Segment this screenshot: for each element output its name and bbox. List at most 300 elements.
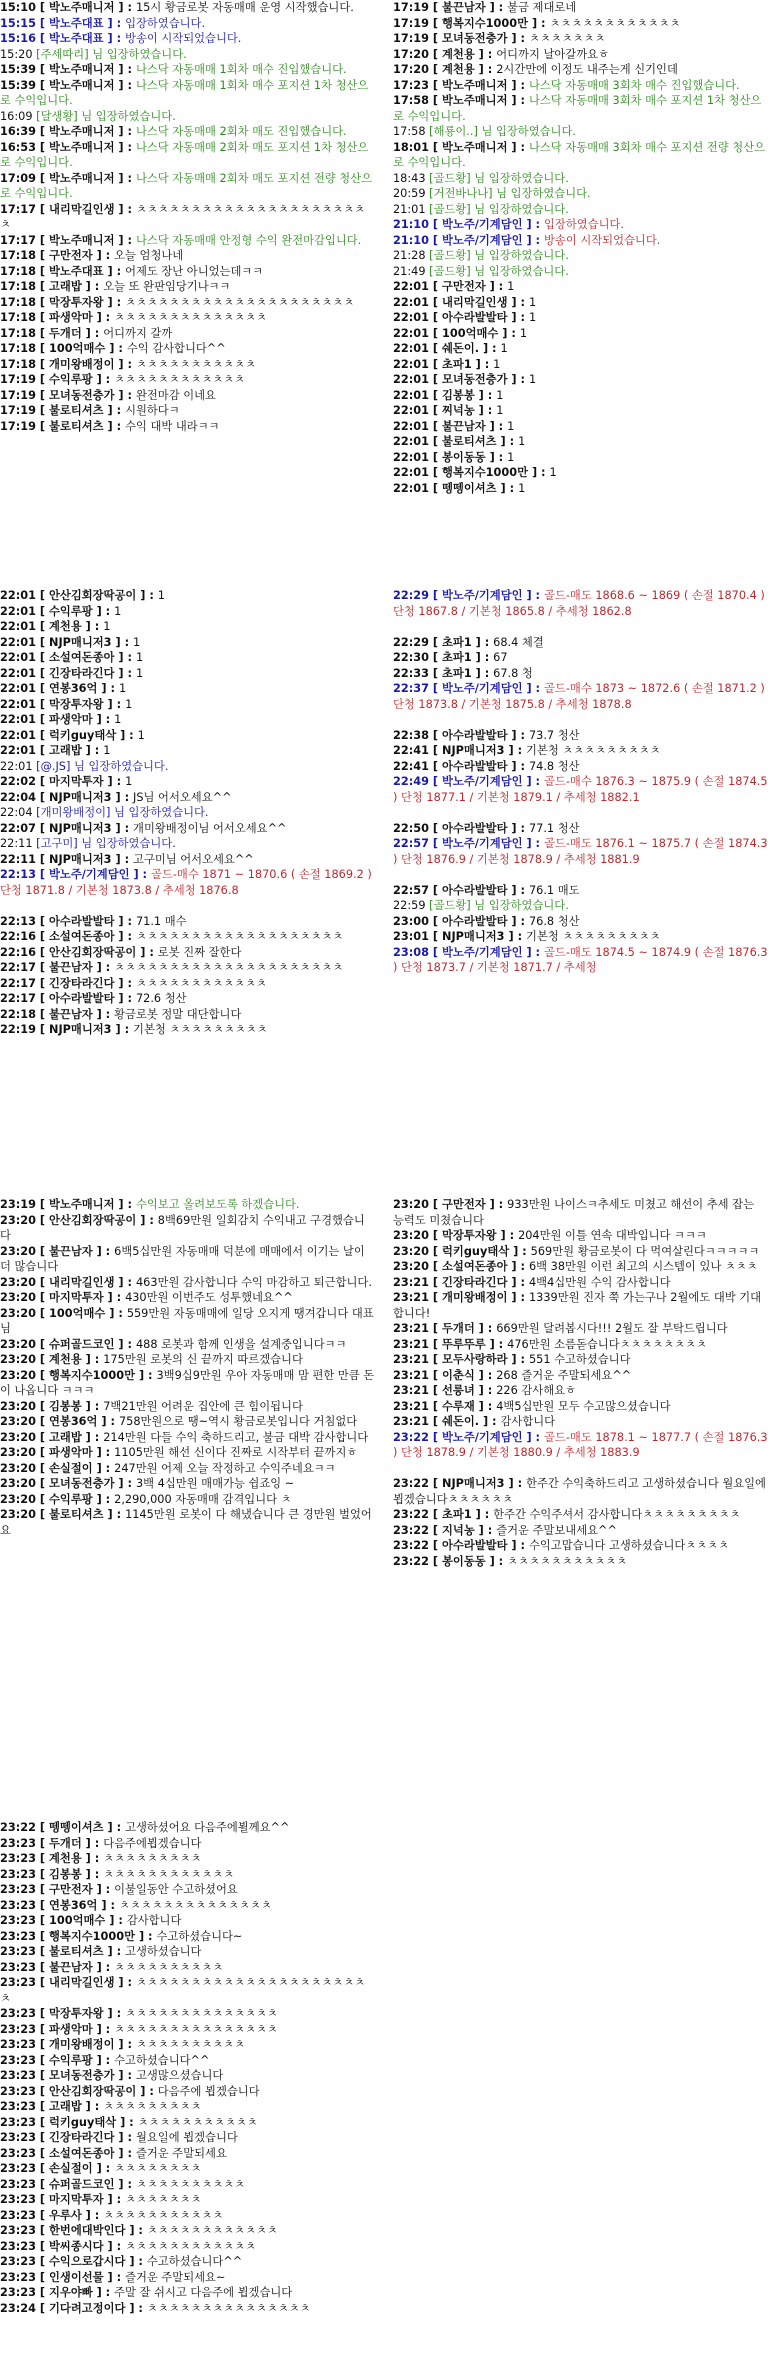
message-text: 669만원 달려봅시다!!! 2월도 잘 부탁드립니다 xyxy=(496,1322,728,1335)
message-time: 23:21 xyxy=(393,1415,429,1428)
message-time: 15:20 xyxy=(0,47,33,61)
message-text: 1 xyxy=(137,728,145,742)
message-time: 23:00 xyxy=(393,914,429,928)
message-text: 1 xyxy=(507,419,515,433)
chat-message: 23:20 [ 마지막투자 ] : 430만원 이번주도 성투했네요^^ xyxy=(0,1291,293,1304)
message-time: 23:23 xyxy=(0,2115,36,2129)
sender-nickname: 인생이선물 xyxy=(49,2270,104,2284)
chat-message: 23:21 [ 쉐돈이. ] : 감사합니다 xyxy=(393,1415,556,1428)
sender-nickname: 박노주/기계담인 xyxy=(442,233,523,247)
sender-nickname: 계천용 xyxy=(442,63,475,76)
chat-message: 15:39 [ 박노주매니저 ] : 나스닥 자동매매 1회차 매수 진입했습니다. xyxy=(0,63,347,76)
message-time: 23:23 xyxy=(0,2084,36,2098)
chat-message: 22:57 [ 아수라발발타 ] : 76.1 매도 xyxy=(393,883,580,897)
message-time: 17:18 xyxy=(0,326,36,340)
chat-message: 23:23 [ 두개더 ] : 다음주에뵙겠습니다 xyxy=(0,1836,202,1850)
message-text: 4백4십만원 수익 감사합니다 xyxy=(528,1275,671,1289)
message-text: 1 xyxy=(135,666,144,680)
sender-nickname: 불끈남자 xyxy=(49,961,93,974)
message-text: 1 xyxy=(528,295,537,309)
sender-nickname: 연봉36억 xyxy=(49,682,98,695)
message-text: 고구미님 어서오세요^^ xyxy=(133,852,254,866)
sender-nickname: 두개더 xyxy=(49,1836,82,1850)
message-time: 23:22 xyxy=(393,1523,429,1537)
message-text: 7백21만원 어려운 집안에 큰 힘이됩니다 xyxy=(103,1399,303,1413)
sender-nickname: 두개더 xyxy=(442,1322,475,1335)
message-text: 감사합니다 xyxy=(500,1415,556,1428)
chat-message: 16:53 [ 박노주매니저 ] : 나스닥 자동매매 2회차 매도 포지션 1차 청산으로 수익입니다. xyxy=(0,140,369,169)
sender-nickname: 기다려고정이다 xyxy=(49,2301,126,2315)
sender-nickname: 아수라발발타 xyxy=(442,728,508,742)
message-text: 오늘 또 완판임당기나ㅋㅋ xyxy=(103,280,231,293)
message-text: 77.1 청산 xyxy=(528,821,580,835)
chat-message: 23:20 [ 모녀동전층가 ] : 3백 4십만원 매매가능 쉽죠잉 ~ xyxy=(0,1477,295,1490)
message-time: 22:29 xyxy=(393,635,429,649)
sender-nickname: 초파1 xyxy=(442,1508,472,1521)
sender-nickname: 박노주/기계담인 xyxy=(442,775,523,788)
message-text: ㅊㅊㅊㅊㅊㅊㅊㅊㅊㅊㅊ xyxy=(137,2115,258,2129)
message-text: 어디까지 갈까 xyxy=(103,326,173,340)
message-text: ㅊㅊㅊㅊㅊㅊㅊㅊㅊㅊㅊㅊ xyxy=(125,2239,257,2253)
message-text: 수고하셨습니다^^ xyxy=(114,2053,210,2067)
message-text: 나스닥 자동매매 3회차 매수 포지션 1차 청산으로 수익입니다. xyxy=(393,94,762,123)
message-time: 23:20 xyxy=(0,1446,36,1459)
message-time: 23:20 xyxy=(0,1213,36,1227)
sender-nickname: 박노주매니저 xyxy=(442,78,508,92)
message-time: 22:11 xyxy=(0,837,33,850)
message-text: 1 xyxy=(133,635,141,649)
message-time: 23:23 xyxy=(0,2177,36,2191)
chat-message: 15:15 [ 박노주대표 ] : 입장하였습니다. xyxy=(0,16,206,30)
chat-message: 15:39 [ 박노주매니저 ] : 나스닥 자동매매 1회차 매수 포지션 1차 청산으로 수익입니다. xyxy=(0,78,369,107)
chat-message: 23:23 [ 긴장타라긴다 ] : 월요일에 뵙겠습니다 xyxy=(0,2131,238,2144)
message-time: 16:53 xyxy=(0,140,36,154)
message-text: 1 xyxy=(125,697,133,711)
message-text: 어디까지 날아갈까요ㅎ xyxy=(496,47,609,61)
message-time: 22:01 xyxy=(393,280,429,293)
message-time: 23:20 xyxy=(0,1306,36,1320)
sender-nickname: 고래밥 xyxy=(49,1430,82,1444)
message-text: 1 xyxy=(157,589,165,602)
message-time: 23:23 xyxy=(0,2193,36,2206)
message-time: 22:01 xyxy=(393,419,429,433)
chat-message: 23:23 [ 계천용 ] : ㅊㅊㅊㅊㅊㅊㅊㅊㅊ xyxy=(0,1852,202,1865)
message-time: 22:01 xyxy=(393,311,429,324)
sender-nickname: 마지막투자 xyxy=(49,2193,104,2206)
message-time: 22:59 xyxy=(393,899,426,912)
message-text: 1 xyxy=(519,326,527,340)
message-text: ㅊㅊㅊㅊㅊㅊㅊㅊㅊㅊㅊ xyxy=(103,2208,224,2222)
chat-message: 17:18 [ 파생악마 ] : ㅊㅊㅊㅊㅊㅊㅊㅊㅊㅊㅊㅊㅊㅊ xyxy=(0,311,267,324)
blank-line xyxy=(393,619,768,635)
message-text: 감사합니다 xyxy=(126,1914,182,1927)
sender-nickname: 막장투자왕 xyxy=(442,1229,497,1242)
chat-message: 17:18 [ 막장투자왕 ] : ㅊㅊㅊㅊㅊㅊㅊㅊㅊㅊㅊㅊㅊㅊㅊㅊㅊㅊㅊㅊㅊ xyxy=(0,295,355,309)
message-text: 3백 4십만원 매매가능 쉽죠잉 ~ xyxy=(135,1477,295,1490)
sender-nickname: 손실절이 xyxy=(49,2162,93,2175)
message-text: 758만원으로 땡~역시 황금로봇입니다 거침없다 xyxy=(118,1415,358,1428)
message-text: 로봇 진짜 잘한다 xyxy=(157,945,242,959)
message-time: 23:20 xyxy=(0,1492,36,1506)
message-time: 23:21 xyxy=(393,1337,429,1351)
message-text: 나스닥 자동매매 2회차 매도 진입했습니다. xyxy=(135,125,347,138)
sender-nickname: 아수라발발타 xyxy=(442,311,508,324)
chat-message: 23:01 [ NJP매니저3 ] : 기본청 ㅊㅊㅊㅊㅊㅊㅊㅊㅊ xyxy=(393,930,661,943)
message-text: ㅊㅊㅊㅊㅊㅊㅊㅊㅊㅊㅊㅊ xyxy=(114,373,246,386)
chat-message: 23:21 [ 이춘식 ] : 268 즐거운 주말되세요^^ xyxy=(393,1368,632,1382)
sender-nickname: 수익루팡 xyxy=(49,604,93,618)
chat-message: 23:23 [ 고래밥 ] : ㅊㅊㅊㅊㅊㅊㅊㅊㅊ xyxy=(0,2100,202,2113)
chat-message: 17:18 [ 구만전자 ] : 오늘 엄청나네 xyxy=(0,249,184,262)
sender-nickname: 아수라발발타 xyxy=(442,759,508,773)
message-time: 17:18 xyxy=(0,249,36,262)
message-time: 23:23 xyxy=(0,2007,36,2020)
message-time: 23:20 xyxy=(393,1244,429,1258)
message-text: ㅊㅊㅊㅊㅊㅊㅊㅊㅊㅊㅊㅊㅊㅊㅊㅊㅊㅊㅊㅊㅊ xyxy=(114,961,344,974)
sender-nickname: 쉐돈이. xyxy=(442,1415,480,1428)
message-text: ㅊㅊㅊㅊㅊㅊㅊㅊㅊㅊㅊㅊㅊㅊㅊㅊㅊㅊㅊㅊㅊ xyxy=(125,295,355,309)
message-time: 17:18 xyxy=(0,280,36,293)
message-text: 569만원 황금로봇이 다 먹여살린다ㅋㅋㅋㅋㅋ xyxy=(530,1244,760,1258)
message-text: 1 xyxy=(496,388,504,402)
chat-message: 22:01 [ 럭키guy태삭 ] : 1 xyxy=(0,728,145,742)
sender-nickname: 모녀동전층가 xyxy=(442,32,508,45)
message-text: 수익고맙습니다 고생하셨습니다ㅊㅊㅊㅊ xyxy=(528,1539,729,1552)
sender-nickname: 모녀동전층가 xyxy=(49,2069,115,2082)
chat-message: 23:20 [ 김봉봉 ] : 7백21만원 어려운 집안에 큰 힘이됩니다 xyxy=(0,1399,303,1413)
message-time: 23:24 xyxy=(0,2301,36,2315)
sender-nickname: 박노주매니저 xyxy=(49,1,115,14)
chat-message: 23:22 [ 지넉농 ] : 즐거운 주말보내세요^^ xyxy=(393,1523,617,1537)
message-text: 1 xyxy=(496,404,504,417)
chat-message: 23:20 [ 슈퍼골드코인 ] : 488 로봇과 함께 인생을 설계중입니다ㅋㅋ xyxy=(0,1337,347,1351)
message-time: 23:20 xyxy=(0,1353,36,1366)
sender-nickname: 개미왕배정이 xyxy=(49,2038,115,2051)
sender-nickname: 김봉봉 xyxy=(49,1399,82,1413)
message-time: 22:01 xyxy=(393,481,429,495)
chat-message: 22:18 [ 불끈남자 ] : 황금로봇 정말 대단합니다 xyxy=(0,1007,242,1021)
message-text: 방송이 시작되었습니다. xyxy=(125,32,242,45)
message-time: 22:01 xyxy=(0,713,36,726)
message-time: 15:15 xyxy=(0,16,36,30)
message-time: 23:20 xyxy=(0,1291,36,1304)
message-time: 17:23 xyxy=(393,78,429,92)
chat-message: 22:01 [ 고래밥 ] : 1 xyxy=(0,744,111,757)
message-time: 22:57 xyxy=(393,883,429,897)
message-time: 22:04 xyxy=(0,790,36,804)
sender-nickname: 막장투자왕 xyxy=(49,2007,104,2020)
message-time: 22:02 xyxy=(0,775,36,788)
chat-message: 22:37 [ 박노주/기계담인 ] : 골드-매수 1873 ~ 1872.6 ( 손절 1871.2 ) 단청 1873.8 / 기본청 1875.8 / 추세청 1878.8 xyxy=(393,682,765,711)
chat-message: 23:20 [ 소설여돈종아 ] : 6백 38만원 이런 최고의 시스템이 있나 ㅊㅊㅊ xyxy=(393,1260,758,1273)
chat-message: 17:17 [ 내리막길인생 ] : ㅊㅊㅊㅊㅊㅊㅊㅊㅊㅊㅊㅊㅊㅊㅊㅊㅊㅊㅊㅊㅊㅊ xyxy=(0,202,366,231)
message-time: 23:20 xyxy=(0,1461,36,1475)
chat-message: 22:01 [ 연봉36억 ] : 1 xyxy=(0,682,127,695)
sender-nickname: 고래밥 xyxy=(49,2100,82,2113)
chat-message: 23:23 [ 불끈남자 ] : ㅊㅊㅊㅊㅊㅊㅊㅊㅊㅊ xyxy=(0,1960,224,1974)
message-time: 23:20 xyxy=(0,1368,36,1382)
message-time: 23:22 xyxy=(393,1539,429,1552)
sender-nickname: NJP매니저3 xyxy=(442,744,505,757)
sender-nickname: 아수라발발타 xyxy=(442,883,508,897)
sender-nickname: 파생악마 xyxy=(49,311,93,324)
sender-nickname: 손실절이 xyxy=(49,1461,93,1475)
message-text: 76.1 매도 xyxy=(528,883,580,897)
chat-message: 23:23 [ 럭키guy태삭 ] : ㅊㅊㅊㅊㅊㅊㅊㅊㅊㅊㅊ xyxy=(0,2115,258,2129)
message-time: 21:28 xyxy=(393,249,426,262)
message-text: ㅊㅊㅊㅊㅊㅊㅊㅊㅊㅊ xyxy=(135,2038,246,2051)
chat-message: 23:20 [ 행복지수1000만 ] : 3백9십9만원 우아 자동매매 맘 편한 만큼 돈이 나옵니다 ㅋㅋㅋ xyxy=(0,1368,375,1397)
sender-nickname: 내리막길인생 xyxy=(49,202,115,216)
sender-nickname: 박노주매니저 xyxy=(49,140,115,154)
sender-nickname: 럭키guy태삭 xyxy=(442,1244,510,1258)
chat-message: 22:01 [ 긴장타라긴다 ] : 1 xyxy=(0,666,144,680)
message-text: 즐거운 주말보내세요^^ xyxy=(496,1523,617,1537)
message-text: 1105만원 해선 신이다 진짜로 시작부터 끝까지ㅎ xyxy=(114,1446,358,1459)
chat-message: 22:41 [ NJP매니저3 ] : 기본청 ㅊㅊㅊㅊㅊㅊㅊㅊㅊ xyxy=(393,744,661,757)
system-notice: [골드황] 님 입장하였습니다. xyxy=(429,249,569,262)
message-time: 21:10 xyxy=(393,218,429,231)
message-time: 17:19 xyxy=(0,404,36,417)
chat-message: 22:29 [ 박노주/기계담인 ] : 골드-매도 1868.6 ~ 1869 ( 손절 1870.4 ) 단청 1867.8 / 기본청 1865.8 / 추세청 1862.8 xyxy=(393,589,765,618)
message-text: 기본청 ㅊㅊㅊㅊㅊㅊㅊㅊㅊ xyxy=(526,744,661,757)
message-time: 17:19 xyxy=(393,1,429,14)
message-text: 175만원 로봇의 신 끝까지 따르겠습니다 xyxy=(103,1353,303,1366)
message-time: 15:39 xyxy=(0,78,36,92)
sender-nickname: 모녀동전층가 xyxy=(49,1477,115,1490)
chat-message: 23:22 [ 박노주/기계담인 ] : 골드-매도 1878.1 ~ 1877.7 ( 손절 1876.3 ) 단청 1878.9 / 기본청 1880.9 / 추세청 1883.9 xyxy=(393,1430,768,1459)
chat-message: 17:18 [ 100억매수 ] : 수익 감사합니다^^ xyxy=(0,342,226,355)
message-text: 3백9십9만원 우아 자동매매 맘 편한 만큼 돈이 나옵니다 ㅋㅋㅋ xyxy=(0,1368,375,1397)
message-text: ㅊㅊㅊㅊㅊㅊㅊㅊㅊㅊㅊ xyxy=(135,357,257,371)
chat-message: 23:24 [ 기다려고정이다 ] : ㅊㅊㅊㅊㅊㅊㅊㅊㅊㅊㅊㅊㅊㅊㅊ xyxy=(0,2301,311,2315)
sender-nickname: 100억매수 xyxy=(442,326,499,340)
message-time: 22:01 xyxy=(393,342,429,355)
chat-message: 23:20 [ 수익루팡 ] : 2,290,000 자동매매 감격입니다 ㅊ xyxy=(0,1492,292,1506)
message-text: ㅊㅊㅊㅊㅊㅊㅊㅊㅊㅊㅊㅊㅊㅊㅊㅊㅊㅊㅊ xyxy=(135,930,344,943)
system-notice: [@.JS] 님 입장하였습니다. xyxy=(36,759,169,773)
message-text: 한주간 수익축하드리고 고생하셨습니다 월요일에 뵙겠습니다ㅊㅊㅊㅊㅊㅊ xyxy=(393,1477,766,1506)
message-time: 16:09 xyxy=(0,109,33,123)
message-text: 골드-매도 1878.1 ~ 1877.7 ( 손절 1876.3 ) 단청 1878.9 / 기본청 1880.9 / 추세청 1883.9 xyxy=(393,1430,768,1459)
sender-nickname: 불로티셔츠 xyxy=(49,419,104,433)
chat-message: 23:21 [ 두개더 ] : 669만원 달려봅시다!!! 2월도 잘 부탁드립니다 xyxy=(393,1322,728,1335)
chat-message: 22:38 [ 아수라발발타 ] : 73.7 청산 xyxy=(393,728,580,742)
message-time: 23:20 xyxy=(0,1399,36,1413)
sender-nickname: 구만전자 xyxy=(49,1883,93,1896)
chat-message: 17:58 [ 박노주매니저 ] : 나스닥 자동매매 3회차 매수 포지션 1차 청산으로 수익입니다. xyxy=(393,94,762,123)
chat-message: 23:23 [ 수익으로갑시다 ] : 수고하셨습니다^^ xyxy=(0,2255,243,2268)
message-time: 22:01 xyxy=(393,435,429,448)
chat-message: 23:22 [ 초파1 ] : 한주간 수익주셔서 감사합니다ㅊㅊㅊㅊㅊㅊㅊㅊㅊ xyxy=(393,1508,741,1521)
chat-message: 22:57 [ 박노주/기계담인 ] : 골드-매도 1876.1 ~ 1875.7 ( 손절 1874.3 ) 단청 1876.9 / 기본청 1878.9 / 추세청 1881.9 xyxy=(393,837,768,866)
message-time: 22:01 xyxy=(0,759,33,773)
message-time: 22:01 xyxy=(393,357,429,371)
sender-nickname: 박노주매니저 xyxy=(49,63,115,76)
message-time: 23:20 xyxy=(0,1477,36,1490)
message-time: 22:01 xyxy=(0,635,36,649)
message-text: 1 xyxy=(507,450,515,464)
message-time: 22:01 xyxy=(0,697,36,711)
chat-message: 23:20 [ 막장투자왕 ] : 204만원 이틀 연속 대박입니다 ㅋㅋㅋ xyxy=(393,1229,707,1242)
chat-message: 17:19 [ 모녀동전층가 ] : 완전마감 이네요 xyxy=(0,388,216,402)
chat-message: 23:20 [ 불로티셔츠 ] : 1145만원 로봇이 다 해냈습니다 큰 경만원 벌었어요 xyxy=(0,1508,372,1537)
blank-line xyxy=(393,1461,768,1477)
message-time: 17:18 xyxy=(0,311,36,324)
sender-nickname: 마지막투자 xyxy=(49,1291,104,1304)
message-text: ㅊㅊㅊㅊㅊㅊㅊㅊㅊㅊㅊㅊ xyxy=(146,2224,278,2237)
chat-message: 23:08 [ 박노주/기계담인 ] : 골드-매도 1874.5 ~ 1874.9 ( 손절 1876.3 ) 단청 1873.7 / 기본청 1871.7 / 추세청 xyxy=(393,945,768,974)
message-time: 23:21 xyxy=(393,1275,429,1289)
message-time: 23:23 xyxy=(0,1836,36,1850)
message-time: 23:23 xyxy=(0,1898,36,1912)
chat-message: 23:23 [ 안산김회장딱공이 ] : 다음주에 뵙겠습니다 xyxy=(0,2084,260,2098)
sender-nickname: 긴장타라긴다 xyxy=(442,1275,508,1289)
sender-nickname: 두개더 xyxy=(49,326,82,340)
message-time: 23:23 xyxy=(0,2146,36,2160)
message-time: 23:23 xyxy=(0,2069,36,2082)
sender-nickname: 박노주/기계담인 xyxy=(442,837,523,850)
chat-message: 23:23 [ 손실절이 ] : ㅊㅊㅊㅊㅊㅊㅊㅊ xyxy=(0,2162,202,2175)
message-text: 월요일에 뵙겠습니다 xyxy=(135,2131,238,2144)
message-text: ㅊㅊㅊㅊㅊㅊㅊㅊㅊㅊㅊㅊ xyxy=(549,16,681,30)
message-text: 수익 감사합니다^^ xyxy=(126,342,226,355)
message-time: 23:21 xyxy=(393,1384,429,1397)
chat-message: 21:10 [ 박노주/기계담인 ] : 방송이 시작되었습니다. xyxy=(393,233,661,247)
chat-message: 22:01 [ 행복지수1000만 ] : 1 xyxy=(393,466,557,479)
message-time: 22:50 xyxy=(393,821,429,835)
sender-nickname: 행복지수1000만 xyxy=(442,466,529,479)
message-text: ㅊㅊㅊㅊㅊㅊㅊㅊㅊ xyxy=(103,1852,202,1865)
chat-message: 23:23 [ 연봉36억 ] : ㅊㅊㅊㅊㅊㅊㅊㅊㅊㅊㅊㅊㅊㅊ xyxy=(0,1898,272,1912)
message-text: 골드-매수 1873 ~ 1872.6 ( 손절 1871.2 ) 단청 1873.8 / 기본청 1875.8 / 추세청 1878.8 xyxy=(393,682,765,711)
system-notice: [주세따리] 님 입장하였습니다. xyxy=(36,47,187,61)
chat-message xyxy=(0,47,375,63)
sender-nickname: 수익으로갑시다 xyxy=(49,2255,126,2268)
message-text: 1 xyxy=(103,620,111,633)
chat-message xyxy=(393,124,768,140)
chat-message: 23:23 [ 막장투자왕 ] : ㅊㅊㅊㅊㅊㅊㅊㅊㅊㅊㅊㅊㅊㅊ xyxy=(0,2007,278,2020)
chat-message: 23:20 [ 고래밥 ] : 214만원 다들 수익 축하드리고, 불금 대박 감사합니다 xyxy=(0,1430,369,1444)
message-time: 23:20 xyxy=(0,1430,36,1444)
sender-nickname: 막장투자왕 xyxy=(49,295,104,309)
message-time: 23:23 xyxy=(0,1867,36,1881)
sender-nickname: 고래밥 xyxy=(49,280,82,293)
message-time: 23:23 xyxy=(0,1883,36,1896)
system-notice: [달생황] 님 입장하였습니다. xyxy=(36,109,176,123)
chat-message: 22:01 [ 구만전자 ] : 1 xyxy=(393,280,515,293)
sender-nickname: 계천용 xyxy=(49,1852,82,1865)
chat-message xyxy=(0,759,375,775)
sender-nickname: 아수라발발타 xyxy=(442,821,508,835)
message-text: 1 xyxy=(518,481,526,495)
message-text: 수고하셨습니다^^ xyxy=(146,2255,243,2268)
message-time: 17:18 xyxy=(0,342,36,355)
message-time: 22:37 xyxy=(393,682,429,695)
message-time: 22:57 xyxy=(393,837,429,850)
chat-message: 23:23 [ 지우야빠 ] : 주말 잘 쉬시고 다음주에 뵙겠습니다 xyxy=(0,2286,293,2299)
message-text: 나스닥 자동매매 3회차 매수 진입했습니다. xyxy=(528,78,740,92)
sender-nickname: 소설여돈종아 xyxy=(442,1260,508,1273)
message-time: 23:08 xyxy=(393,945,429,959)
sender-nickname: 개미왕배정이 xyxy=(442,1291,508,1304)
chat-message: 23:23 [ 100억매수 ] : 감사합니다 xyxy=(0,1914,182,1927)
message-text: 오늘 엄청나네 xyxy=(114,249,184,262)
chat-message: 22:04 [ NJP매니저3 ] : JS님 어서오세요^^ xyxy=(0,790,232,804)
sender-nickname: 안산김회장딱공이 xyxy=(49,1213,137,1227)
message-time: 23:23 xyxy=(0,1960,36,1974)
sender-nickname: 박노주매니저 xyxy=(49,233,115,247)
message-text: ㅊㅊㅊㅊㅊㅊㅊㅊㅊㅊ xyxy=(114,1960,224,1974)
chat-message: 23:23 [ 박씨종시다 ] : ㅊㅊㅊㅊㅊㅊㅊㅊㅊㅊㅊㅊ xyxy=(0,2239,257,2253)
sender-nickname: 뗑뗑이셔츠 xyxy=(442,481,497,495)
message-time: 22:16 xyxy=(0,930,36,943)
chat-message: 23:23 [ 마지막투자 ] : ㅊㅊㅊㅊㅊㅊㅊ xyxy=(0,2193,202,2206)
chat-message: 22:29 [ 초파1 ] : 68.4 체결 xyxy=(393,635,544,649)
message-text: 1339만원 진자 쭉 가는구나 2월에도 대박 기대합니다! xyxy=(393,1291,762,1320)
message-text: 1 xyxy=(135,651,144,664)
sender-nickname: 박씨종시다 xyxy=(49,2239,104,2253)
chat-message: 22:13 [ 아수라발발타 ] : 71.1 매수 xyxy=(0,914,187,928)
message-time: 22:01 xyxy=(0,604,36,618)
message-time: 22:13 xyxy=(0,868,36,881)
chat-message: 23:22 [ NJP매니저3 ] : 한주간 수익축하드리고 고생하셨습니다 월요일에 뵙겠습니다ㅊㅊㅊㅊㅊㅊ xyxy=(393,1477,766,1506)
sender-nickname: 박노주매니저 xyxy=(49,125,115,138)
message-text: 나스닥 자동매매 안정형 수익 완전마감입니다. xyxy=(135,233,362,247)
message-time: 23:22 xyxy=(393,1554,429,1568)
message-time: 23:20 xyxy=(393,1260,429,1273)
chat-message: 22:01 [ 수익루팡 ] : 1 xyxy=(0,604,122,618)
message-time: 22:01 xyxy=(393,404,429,417)
message-text: ㅊㅊㅊㅊㅊㅊㅊㅊㅊㅊㅊㅊㅊㅊㅊ xyxy=(146,2301,311,2315)
message-time: 23:21 xyxy=(393,1399,429,1413)
sender-nickname: 박노주대표 xyxy=(49,32,104,45)
sender-nickname: 럭키guy태삭 xyxy=(49,728,117,742)
message-time: 17:58 xyxy=(393,94,429,107)
message-text: ㅊㅊㅊㅊㅊㅊㅊㅊㅊㅊㅊㅊ xyxy=(103,1867,235,1881)
message-text: 1 xyxy=(549,466,557,479)
sender-nickname: 불끈남자 xyxy=(49,1007,93,1021)
sender-nickname: 소설여돈종아 xyxy=(49,2146,115,2160)
chat-message: 15:16 [ 박노주대표 ] : 방송이 시작되었습니다. xyxy=(0,32,242,45)
message-time: 23:23 xyxy=(0,2022,36,2036)
chat-message xyxy=(0,836,375,852)
sender-nickname: 수익루팡 xyxy=(49,1492,93,1506)
chat-log-panel-7 xyxy=(0,1820,375,2316)
chat-message: 22:01 [ NJP매니저3 ] : 1 xyxy=(0,635,141,649)
message-time: 22:01 xyxy=(0,589,36,602)
chat-message xyxy=(0,805,375,821)
chat-message: 22:02 [ 마지막투자 ] : 1 xyxy=(0,775,133,788)
message-text: 골드-매도 1868.6 ~ 1869 ( 손절 1870.4 ) 단청 1867.8 / 기본청 1865.8 / 추세청 1862.8 xyxy=(393,589,765,618)
sender-nickname: NJP매니저3 xyxy=(49,635,112,649)
message-text: 2시간만에 이정도 내주는게 신기인데 xyxy=(496,63,678,76)
message-text: 68.4 체결 xyxy=(493,635,544,649)
sender-nickname: 내리막길인생 xyxy=(49,1976,115,1989)
message-time: 22:17 xyxy=(0,961,36,974)
sender-nickname: 소설여돈종아 xyxy=(49,930,115,943)
chat-message: 22:01 [ 쉐돈이. ] : 1 xyxy=(393,342,508,355)
chat-message xyxy=(393,898,768,914)
message-time: 23:23 xyxy=(0,1852,36,1865)
sender-nickname: 박노주대표 xyxy=(49,264,104,278)
chat-message: 22:01 [ 봉이동동 ] : 1 xyxy=(393,450,515,464)
sender-nickname: 김봉봉 xyxy=(49,1867,82,1881)
message-text: ㅊㅊㅊㅊㅊㅊㅊㅊㅊㅊㅊㅊㅊㅊ xyxy=(118,1898,272,1912)
message-text: 나스닥 자동매매 2회차 매도 포지션 전량 청산으로 수익입니다. xyxy=(0,171,373,200)
message-time: 17:20 xyxy=(393,63,429,76)
chat-message: 23:22 [ 봉이동동 ] : ㅊㅊㅊㅊㅊㅊㅊㅊㅊㅊㅊ xyxy=(393,1554,628,1568)
